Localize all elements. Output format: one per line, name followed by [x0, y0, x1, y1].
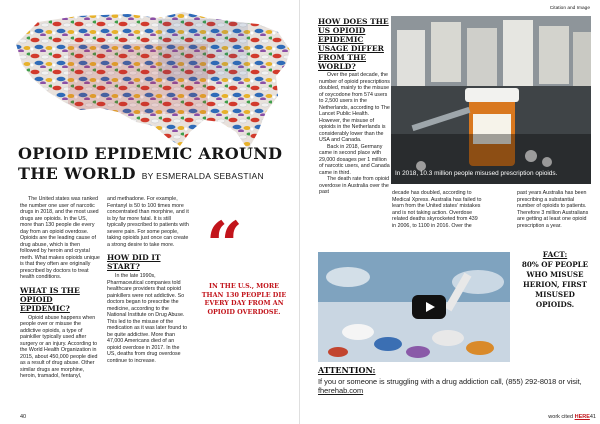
page-number: 40	[20, 414, 27, 420]
fact-box	[517, 250, 593, 310]
paragraph: In the late 1990s, Pharmaceutical companies told healthcare providers that opioid painkillers were not addictive. So doctors began to prescribe the medicine, according to the National Institute on Drug Abuse. This led to the misuse of the medication as it was later found to be quite addictive. More than 47,000 Americans died of an opioid overdose in 2017. In the US, deaths from drug overdose continue to increase.	[107, 273, 188, 364]
paragraph: The death rate from opioid overdose in Australia over the past	[319, 176, 390, 195]
work-cited-link[interactable]: HERE	[574, 414, 590, 420]
running-head: Citation and Image	[549, 6, 590, 11]
article-title	[18, 144, 300, 186]
section-heading: HOW DOES THE US OPIOID EPIDEMIC USAGE DIFFER FROM THE WORLD?	[318, 17, 389, 71]
paragraph: Over the past decade, the number of opioid prescriptions doubled, mainly to the misuse of oxycodone from 574 users to 2,500 users in the Netherlands, according to The Lancet Public Health. However, the misuse of opioids in the Netherlands is considerably lower than the USA and Canada.	[319, 72, 390, 143]
attention-heading: ATTENTION:	[318, 365, 376, 375]
section-heading: WHAT IS THE OPIOID EPIDEMIC?	[20, 285, 80, 313]
right-column-2	[392, 190, 482, 229]
work-cited-label: work cited	[548, 414, 574, 420]
pill-bottles-image	[391, 16, 591, 184]
right-column-3	[517, 190, 591, 229]
page-footer	[548, 414, 596, 420]
photo-caption: In 2018, 10.3 million people misused prescription opioids.	[395, 170, 558, 177]
section-heading: HOW DID IT START?	[107, 253, 161, 271]
paragraph: and methadone. For example, Fentanyl is 50 to 100 times more concentrated than morphine, and it is by far more fatal. It is still typically prescribed to patients with severe pain. For some people, taking opioids just once can create a strong desire to take more.	[107, 196, 189, 248]
play-icon	[426, 302, 435, 312]
pill-bottles-photo	[391, 16, 591, 184]
quote-mark-icon: “	[206, 208, 237, 283]
page-number: 41	[589, 414, 596, 420]
byline: BY ESMERALDA SEBASTIAN	[141, 171, 264, 181]
attention-text: If you or someone is struggling with a drug addiction call, (855) 292-8018 or visit,	[318, 376, 582, 386]
left-column-1	[20, 196, 100, 380]
right-page	[300, 0, 600, 424]
rehab-link[interactable]: fherehab.com	[318, 386, 364, 395]
title-text: OPIOID EPIDEMIC AROUND THE WORLD	[18, 144, 283, 183]
fact-text: 80% OF PEOPLE WHO MISUSE HERION, FIRST MISUSED OPIOIDS.	[521, 260, 589, 309]
pull-quote: IN THE U.S., MORE THAN 130 PEOPLE DIE EVERY DAY FROM AN OPIOID OVERDOSE.	[201, 282, 287, 316]
fact-label: FACT:	[542, 250, 568, 259]
right-column-1	[319, 72, 391, 196]
us-map-pills-image	[8, 4, 293, 154]
paragraph: decade has doubled, according to Medical Xpress. Australia has failed to learn from the United states’ mistakes and is not taking action. Overdose related deaths skyrocketed from 439 in 2006, to 1100 in 2016. Over the	[392, 190, 482, 229]
paragraph: The United states was ranked the number one user of narcotic drugs in 2018, and the most used drugs are opioids. In the US, more than 130 people die every day from an opioid overdose. Opioids are the leading cause of drug abuse, which is then followed by heroin and crystal meth. What makes opioids unique is that they often are originally prescribed by doctors to treat health conditions.	[20, 196, 100, 280]
video-player[interactable]	[318, 252, 510, 362]
attention-box	[318, 366, 590, 396]
paragraph: Back in 2018, Germany came in second place with 29,000 dosages per 1 million of narcotic users, and Canada came in third.	[319, 143, 390, 176]
left-column-2	[107, 196, 189, 364]
paragraph: past years Australia has been prescribing a substantial number of opioids to patients. Therefore 3 million Australians are getting at least one opioid prescription a year.	[517, 190, 589, 229]
play-button[interactable]	[412, 295, 446, 319]
paragraph: Opioid abuse happens when people over or misuse the addictive opioids, a type of painkiller typically used after surgery or an injury. According to the World Health Organization in 2015, about 450,000 people died as a result of drug abuse. Other similar drugs are morphine, heroin, tramadol, fentanyl,	[20, 314, 98, 379]
